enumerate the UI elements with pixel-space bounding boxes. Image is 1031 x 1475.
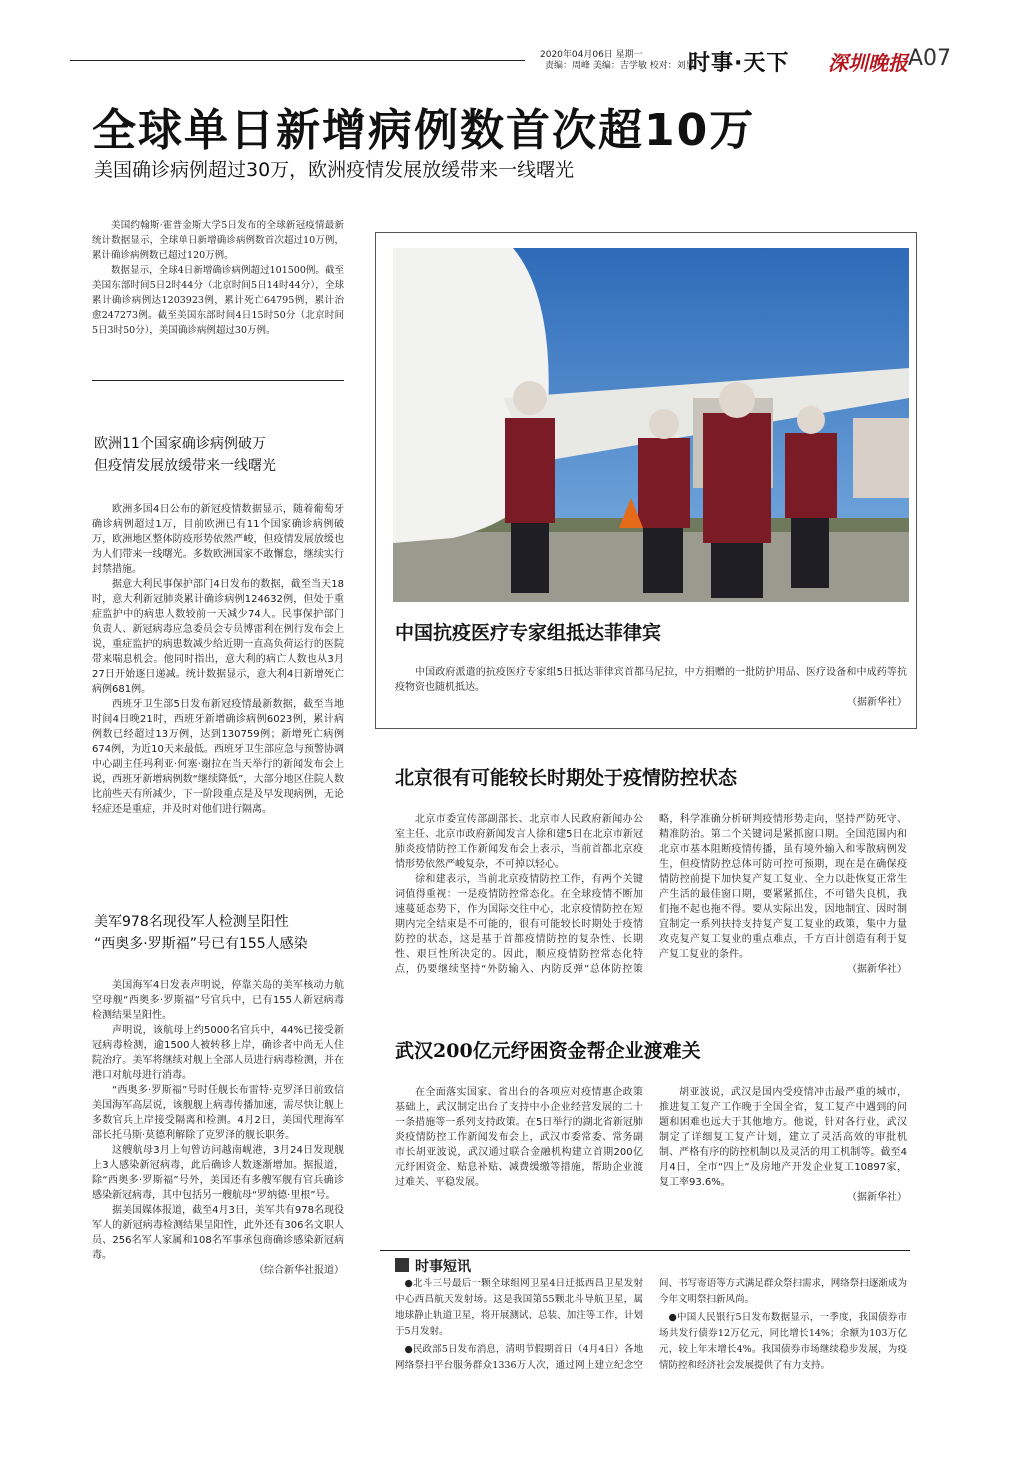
europe-subhead-line: 欧洲11个国家确诊病例破万 — [94, 436, 266, 452]
brief-item: ●民政部5日发布消息，清明节假期首日（4月4日）各地网络祭扫平台服务群众1336万人次，通过网上建立纪念空间、书写寄语等方式满足群众祭扫需求，网络祭扫逐渐成为今年文明祭扫新风尚。 — [395, 1278, 907, 1371]
navy-subhead — [94, 911, 346, 955]
news-photo — [393, 248, 909, 602]
europe-subhead — [94, 433, 346, 477]
header-rule — [70, 60, 525, 61]
photo-caption — [395, 665, 907, 710]
navy-paragraph: 美国海军4日发表声明说，停靠关岛的美军核动力航空母舰“西奥多·罗斯福”号官兵中，已有155人新冠病毒检测结果呈阳性。 — [92, 980, 344, 1021]
photo-caption-title: 中国抗疫医疗专家组抵达菲律宾 — [395, 622, 662, 644]
navy-subhead-line: 美军978名现役军人检测呈阳性 — [94, 914, 289, 930]
wuhan-article — [395, 1085, 907, 1245]
header-date: 2020年04月06日 星期一 — [540, 50, 643, 60]
briefs-label: 时事短讯 — [415, 1259, 471, 1275]
beijing-credit: （据新华社） — [847, 964, 907, 975]
divider — [380, 1250, 910, 1251]
wuhan-headline: 武汉200亿元纾困资金帮企业渡难关 — [395, 1040, 701, 1062]
europe-article — [92, 502, 344, 817]
beijing-paragraph: 北京市委宣传部副部长、北京市人民政府新闻办公室主任、北京市政府新闻发言人徐和建5日在北京市新冠肺炎疫情防控工作新闻发布会上表示，当前首都北京疫情形势依然严峻复杂，不可掉以轻心。 — [395, 814, 643, 870]
intro-paragraph: 数据显示，全球4日新增确诊病例超过101500例。截至美国东部时间5日2时44分（北京时间5日14时44分），全球累计确诊病例达1203923例，累计死亡64795例，累计治愈247273例。截至美国东部时间4日15时50分（北京时间5日3时50分），美国确诊病例超过30万例。 — [92, 265, 344, 336]
europe-paragraph: 欧洲多国4日公布的新冠疫情数据显示，随着葡萄牙确诊病例超过1万，目前欧洲已有11个国家确诊病例破万，欧洲地区整体防疫形势依然严峻，但疫情发展放缓也为人们带来一线曙光。多数欧洲国家不敢懈怠，继续实行封禁措施。 — [92, 504, 344, 575]
beijing-headline: 北京很有可能较长时期处于疫情防控状态 — [395, 767, 738, 789]
brief-arrow-icon — [395, 1258, 409, 1272]
wuhan-paragraph: 胡亚波说，武汉是国内受疫情冲击最严重的城市，推进复工复产工作晚于全国全省，复工复产中遇到的问题和困难也远大于其他地方。他说，针对各行业，武汉制定了详细复工复产计划，建立了灵活高效的审批机制、严格有序的防控机制以及灵活的用工机制等。截至4月4日，全市“四上”及房地产开发企业复工10897家，复工率93.6%。 — [659, 1087, 907, 1188]
divider — [92, 380, 344, 381]
beijing-article — [395, 812, 907, 997]
europe-subhead-line: 但疫情发展放缓带来一线曙光 — [94, 458, 276, 474]
main-subheadline: 美国确诊病例超过30万，欧洲疫情发展放缓带来一线曙光 — [94, 159, 575, 181]
section-name: 时事·天下 — [688, 51, 790, 76]
navy-paragraph: 这艘航母3月上旬曾访问越南岘港，3月24日发现舰上3人感染新冠病毒，此后确诊人数逐渐增加。据报道，除“西奥多·罗斯福”号外，美国还有多艘军舰有官兵确诊感染新冠病毒，其中包括另一艘航母“罗纳德·里根”号。 — [92, 1145, 344, 1201]
navy-paragraph: 据美国媒体报道，截至4月3日，美军共有978名现役军人的新冠病毒检测结果呈阳性，此外还有306名文职人员、256名军人家属和108名军事承包商确诊感染新冠病毒。 — [92, 1205, 344, 1261]
navy-subhead-line: “西奥多·罗斯福”号已有155人感染 — [94, 936, 308, 952]
brief-item: ●北斗三号最后一颗全球组网卫星4日迁抵西昌卫星发射中心西昌航天发射场。这是我国第55颗北斗导航卫星，属地球静止轨道卫星，将开展测试、总装、加注等工作，计划于5月发射。 — [395, 1278, 643, 1337]
briefs-list — [395, 1276, 907, 1426]
header-editors: 责编：周峰 美编：吉学敏 校对：刘显 — [545, 61, 695, 71]
europe-paragraph: 据意大利民事保护部门4日发布的数据，截至当天18时，意大利新冠肺炎累计确诊病例124632例，但处于重症监护中的病患人数较前一天减少74人。民事保护部门负责人、新冠病毒应急委员会专员博雷利在例行发布会上说，重症监护的病患数减少给近期一直高负荷运行的医院带来喘息机会。他同时指出，意大利的病亡人数也从3月27日开始逐日递减。统计数据显示，意大利4日新增死亡病例681例。 — [92, 579, 344, 695]
beijing-paragraph: 徐和建表示，当前北京疫情防控工作，有两个关键词值得重视：一是疫情防控常态化。在全球疫情不断加速蔓延态势下，作为国际交往中心，北京疫情防控在短期内完全结束是不可能的，很有可能较长时期处于疫情防控的状态，这是基于首都疫情防控的复杂性、长期性、艰巨性所决定的。因此，顺应疫情防控常态化特点，仍要继续坚持“外防输入、内防反弹”总体防控策略，科学准确分析研判疫情形势走向，坚持严防死守、精准防治。第二个关键词是紧抓窗口期。全国范围内和北京市基本阻断疫情传播，虽有境外输入和零散病例发生，但疫情防控总体可防可控可预期，现在是在确保疫情防控前提下加快复产复工复业、全力以赴恢复正常生产生活的最佳窗口期，要紧紧抓住，不可错失良机，我们拖不起也拖不得。要从实际出发，因地制宜、因时制宜制定一系列扶持支持复产复工复业的政策，集中力量攻克复产复工复业的重点难点，千方百计创造有利于复产复工复业的条件。 — [395, 814, 907, 975]
paper-logo: 深圳晚报 — [828, 51, 908, 75]
navy-paragraph: “西奥多·罗斯福”号时任舰长布雷特·克罗泽日前致信美国海军高层说，该舰舰上病毒传播加速，需尽快让舰上多数官兵上岸接受隔离和检测。4月2日，美国代理海军部长托马斯·莫德利解除了克罗泽的舰长职务。 — [92, 1085, 344, 1141]
intro-text — [92, 218, 344, 338]
brief-item: ●中国人民银行5日发布数据显示，一季度，我国债券市场共发行债券12万亿元，同比增长14%；余额为103万亿元，较上年末增长4%。我国债券市场继续稳步发展，为疫情防控和经济社会发展提供了有力支持。 — [659, 1312, 907, 1371]
wuhan-paragraph: 在全面落实国家、省出台的各项应对疫情惠企政策基础上，武汉制定出台了支持中小企业经营发展的二十一条措施等一系列支持政策。在5日举行的湖北省新冠肺炎疫情防控工作新闻发布会上，武汉市委常委、常务副市长胡亚波说，武汉通过联合金融机构建立首期200亿元纾困资金、贴息补贴、减费缓缴等措施，帮助企业渡过难关、平稳发展。 — [395, 1087, 643, 1188]
wuhan-credit: （据新华社） — [847, 1192, 907, 1203]
page-number: A07 — [908, 46, 952, 71]
navy-credit: （综合新华社报道） — [254, 1265, 344, 1276]
navy-article — [92, 978, 344, 1278]
photo-credit: （据新华社） — [847, 697, 907, 708]
main-headline: 全球单日新增病例数首次超10万 — [92, 105, 756, 156]
navy-paragraph: 声明说，该航母上约5000名官兵中，44%已接受新冠病毒检测，逾1500人被转移上岸，确诊者中尚无人住院治疗。美军将继续对舰上全部人员进行病毒检测，并在港口对航母进行消毒。 — [92, 1025, 344, 1081]
photo-caption-text: 中国政府派遣的抗疫医疗专家组5日抵达菲律宾首都马尼拉，中方捐赠的一批防护用品、医疗设备和中成药等抗疫物资也随机抵达。 — [395, 667, 907, 693]
intro-paragraph: 美国约翰斯·霍普金斯大学5日发布的全球新冠疫情最新统计数据显示，全球单日新增确诊病例数首次超过10万例，累计确诊病例数已超过120万例。 — [92, 220, 344, 261]
europe-paragraph: 西班牙卫生部5日发布新冠疫情最新数据，截至当地时间4日晚21时，西班牙新增确诊病例6023例，累计病例数已经超过13万例，达到130759例；新增死亡病例674例，为近10天来最低。西班牙卫生部应急与预警协调中心副主任玛利亚·何塞·谢拉在当天举行的新闻发布会上说，西班牙新增病例数“继续降低”，大部分地区住院人数比前些天有所减少，下一阶段重点是及早发现病例，无论轻症还是重症，并及时对他们进行隔离。 — [92, 699, 344, 815]
